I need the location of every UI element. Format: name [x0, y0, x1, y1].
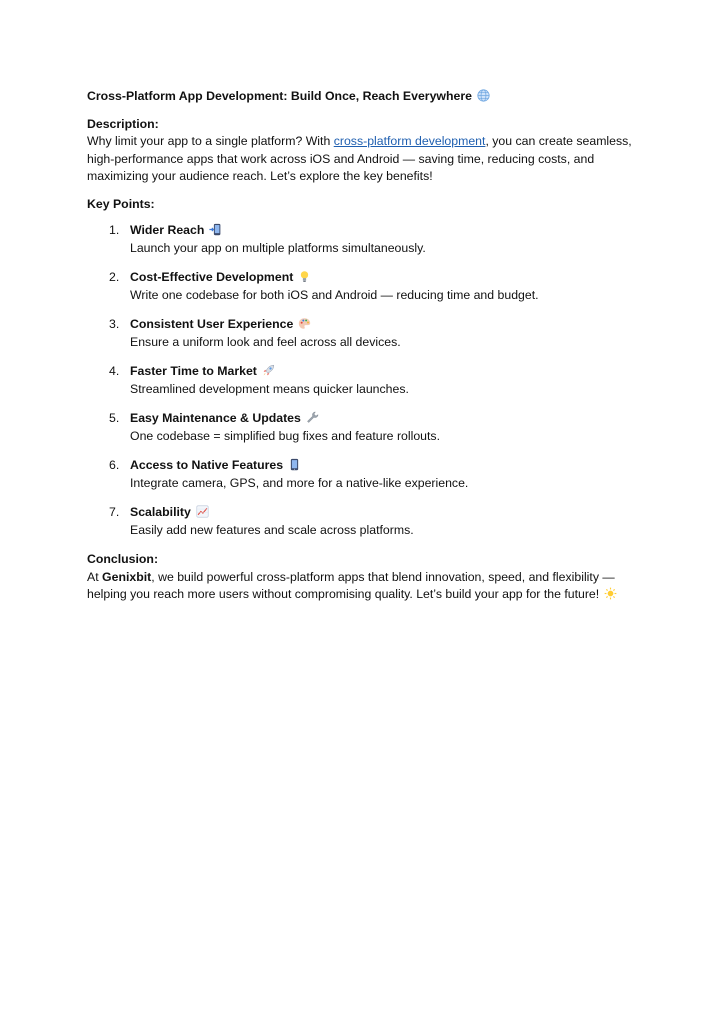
list-item — [87, 316, 647, 351]
list-item — [87, 363, 647, 398]
keypoints-list — [87, 222, 647, 539]
palette-icon — [298, 317, 311, 330]
point-description: Streamlined development means quicker launches. — [130, 381, 409, 396]
description-paragraph — [87, 133, 647, 186]
point-description: Easily add new features and scale across platforms. — [130, 522, 414, 537]
brand-name: Genixbit — [102, 569, 152, 584]
description-heading: Description: — [87, 116, 159, 131]
cross-platform-link[interactable]: cross-platform development — [333, 134, 486, 148]
conclusion-text-start: At — [87, 569, 103, 584]
list-item — [87, 222, 647, 257]
lightbulb-icon — [298, 270, 311, 283]
list-number: 5. — [109, 411, 120, 425]
description-text-end: , you can create seamless, high-performance apps that work across iOS and Android — saving time, reducing costs, and maximizing your audience reach. Let’s explore the key benefits! — [87, 134, 632, 183]
list-number: 6. — [109, 458, 120, 472]
list-number: 3. — [109, 317, 120, 331]
list-number: 7. — [109, 505, 120, 519]
point-title: Consistent User Experience — [130, 317, 294, 331]
conclusion-paragraph — [87, 569, 647, 604]
list-number: 4. — [109, 364, 120, 378]
title-text: Cross-Platform App Development: Build Once, Reach Everywhere — [87, 89, 472, 103]
point-title: Wider Reach — [130, 223, 205, 237]
point-description: Ensure a uniform look and feel across all devices. — [130, 334, 401, 349]
chart-up-icon — [196, 505, 209, 518]
point-description: Write one codebase for both iOS and Android — reducing time and budget. — [130, 287, 539, 302]
point-description: One codebase = simplified bug fixes and feature rollouts. — [130, 428, 440, 443]
list-item — [87, 457, 647, 492]
point-title: Faster Time to Market — [130, 364, 257, 378]
point-title: Access to Native Features — [130, 458, 284, 472]
point-title: Cost-Effective Development — [130, 270, 294, 284]
conclusion-heading: Conclusion: — [87, 552, 159, 566]
description-text-start: Why limit your app to a single platform? With — [87, 134, 334, 148]
rocket-icon — [262, 364, 275, 377]
point-description: Integrate camera, GPS, and more for a native-like experience. — [130, 475, 469, 490]
mobile-phone-icon — [288, 458, 301, 471]
document-title — [87, 88, 647, 106]
conclusion-text-end: , we build powerful cross-platform apps that blend innovation, speed, and flexibility — helping you reach more users without compromising quality. Let’s build your app for the future! — [87, 569, 615, 601]
mobile-arrow-icon — [209, 223, 222, 236]
globe-icon — [477, 89, 490, 102]
list-item — [87, 504, 647, 539]
wrench-icon — [306, 411, 319, 424]
document-page — [87, 88, 647, 604]
point-title: Easy Maintenance & Updates — [130, 411, 301, 425]
keypoints-heading: Key Points: — [87, 196, 155, 211]
list-number: 1. — [109, 223, 120, 237]
list-item — [87, 269, 647, 304]
list-number: 2. — [109, 270, 120, 284]
point-description: Launch your app on multiple platforms simultaneously. — [130, 240, 426, 255]
point-title: Scalability — [130, 505, 191, 519]
sun-icon — [604, 587, 617, 600]
list-item — [87, 410, 647, 445]
